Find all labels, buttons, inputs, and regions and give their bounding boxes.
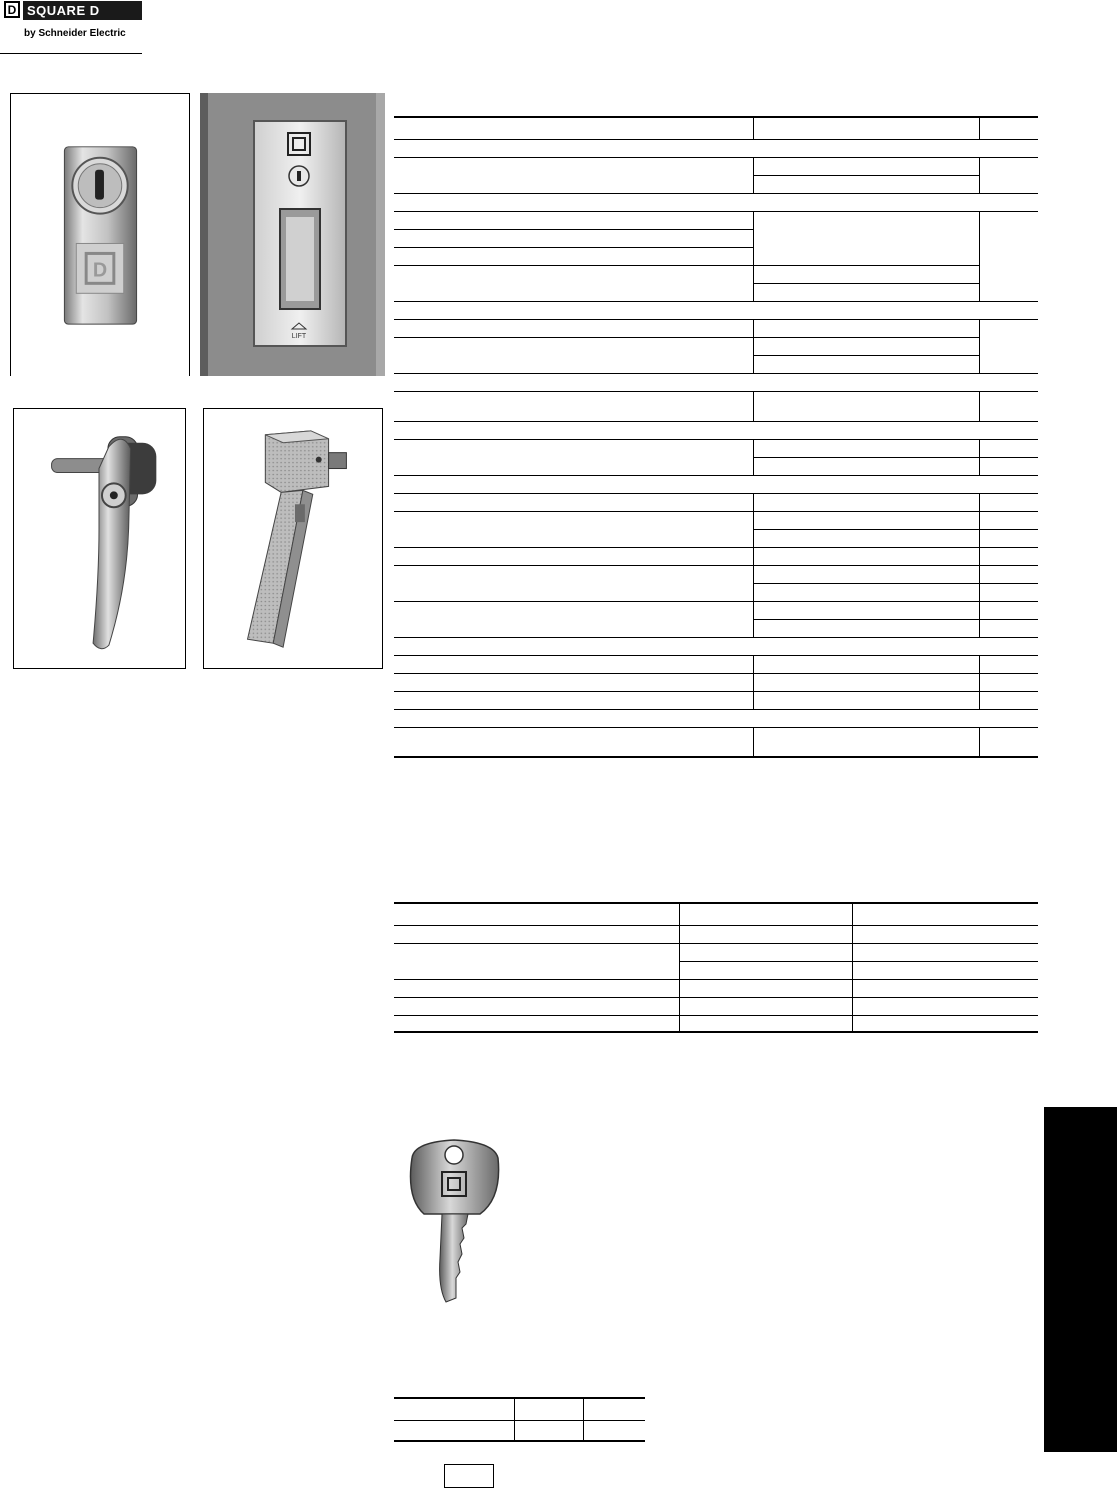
photo-square-handle <box>203 408 383 669</box>
svg-text:D: D <box>92 259 108 282</box>
catalog-table-main <box>394 116 1038 758</box>
photo-l-handle-keyed <box>13 408 186 669</box>
photo-door-latch-panel <box>200 93 385 376</box>
photo-keyed-lock-plate <box>10 93 190 376</box>
photo-key <box>402 1138 502 1304</box>
page-number-box <box>444 1464 494 1488</box>
square-d-logo-icon: D <box>4 1 20 18</box>
square-d-logo <box>0 0 145 56</box>
brand-subtitle: by Schneider Electric <box>24 28 126 39</box>
catalog-table-key <box>394 1397 645 1443</box>
section-side-tab <box>1044 1107 1117 1452</box>
catalog-table-secondary <box>394 902 1038 1034</box>
brand-name: SQUARE D <box>23 1 142 20</box>
lift-label: LIFT <box>291 333 307 340</box>
logo-rule <box>0 53 142 54</box>
